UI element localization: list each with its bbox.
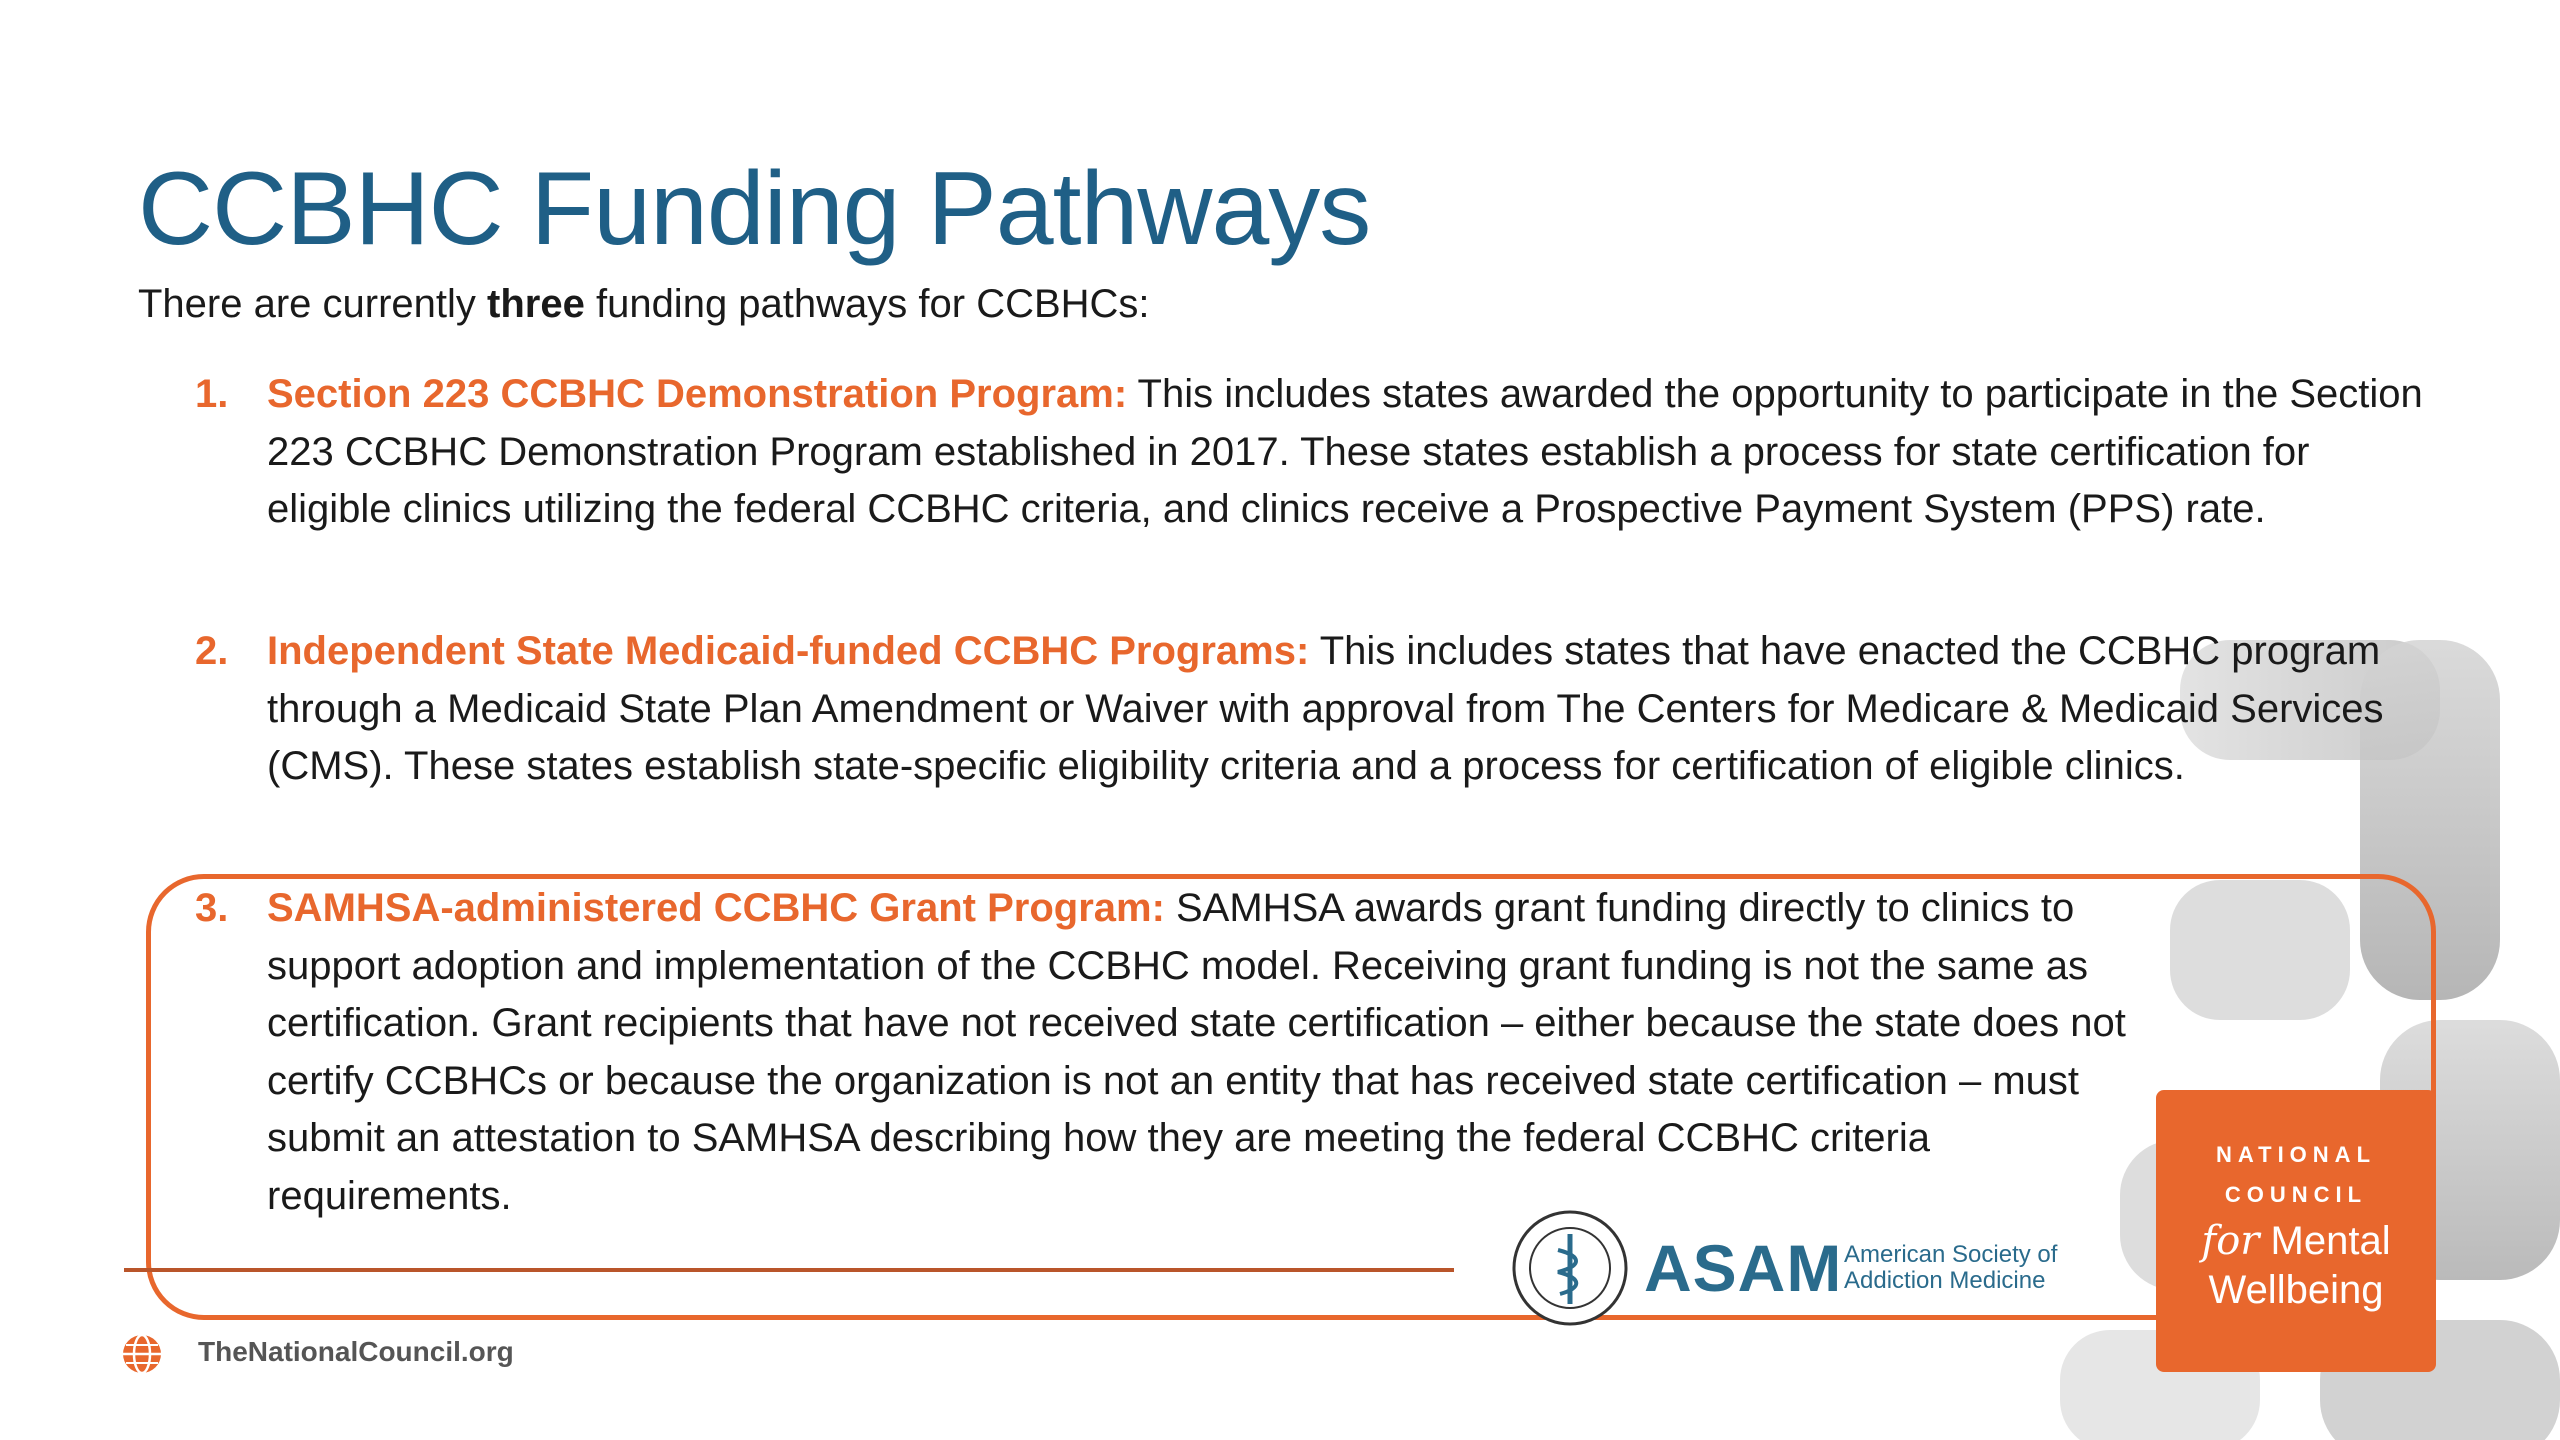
intro-text: There are currently three funding pathways for CCBHCs: xyxy=(138,282,1150,326)
item-text: This includes states awarded the opportunity to participate in the Section 223 CCBHC Demonstration Program established in 2017. These states establish a process for state certification for eligible clinics utilizing the federal CCBHC criteria, and clinics receive a Prospective Payment System (PPS) rate. xyxy=(267,372,2423,531)
national-council-logo: NATIONAL COUNCIL for Mental Wellbeing xyxy=(2156,1090,2436,1372)
list-item xyxy=(195,623,2435,796)
item-text: SAMHSA awards grant funding directly to clinics to support adoption and implementation of the CCBHC model. Receiving grant funding is not the same as certification. Grant recipients that have not received state certification – either because the state does not certify CCBHCs or because the organization is not an entity that has received state certification – must submit an attestation to SAMHSA describing how they are meeting the federal CCBHC criteria requirements. xyxy=(267,886,2126,1218)
item-heading: Independent State Medicaid-funded CCBHC Programs: xyxy=(267,629,1310,673)
item-number: 1. xyxy=(195,372,229,416)
divider xyxy=(124,1268,1454,1272)
item-text: This includes states that have enacted the CCBHC program through a Medicaid State Plan Amendment or Waiver with approval from The Centers for Medicare & Medicaid Services (CMS). These states establish state-specific eligibility criteria and a process for certification of eligible clinics. xyxy=(267,629,2384,788)
list-item xyxy=(195,366,2435,539)
item-heading: SAMHSA-administered CCBHC Grant Program: xyxy=(267,886,1165,930)
asam-name: American Society of Addiction Medicine xyxy=(1844,1241,2058,1294)
asam-logo xyxy=(1510,1208,2070,1328)
footer-website: TheNationalCouncil.org xyxy=(198,1336,514,1367)
asam-seal-icon xyxy=(1510,1208,1630,1328)
page-title: CCBHC Funding Pathways xyxy=(138,151,1371,267)
item-heading: Section 223 CCBHC Demonstration Program: xyxy=(267,372,1128,416)
globe-icon xyxy=(120,1332,164,1376)
item-number: 3. xyxy=(195,886,229,930)
asam-wordmark: ASAM xyxy=(1644,1231,1843,1305)
item-number: 2. xyxy=(195,629,229,673)
highlight-outline xyxy=(146,874,2436,1320)
